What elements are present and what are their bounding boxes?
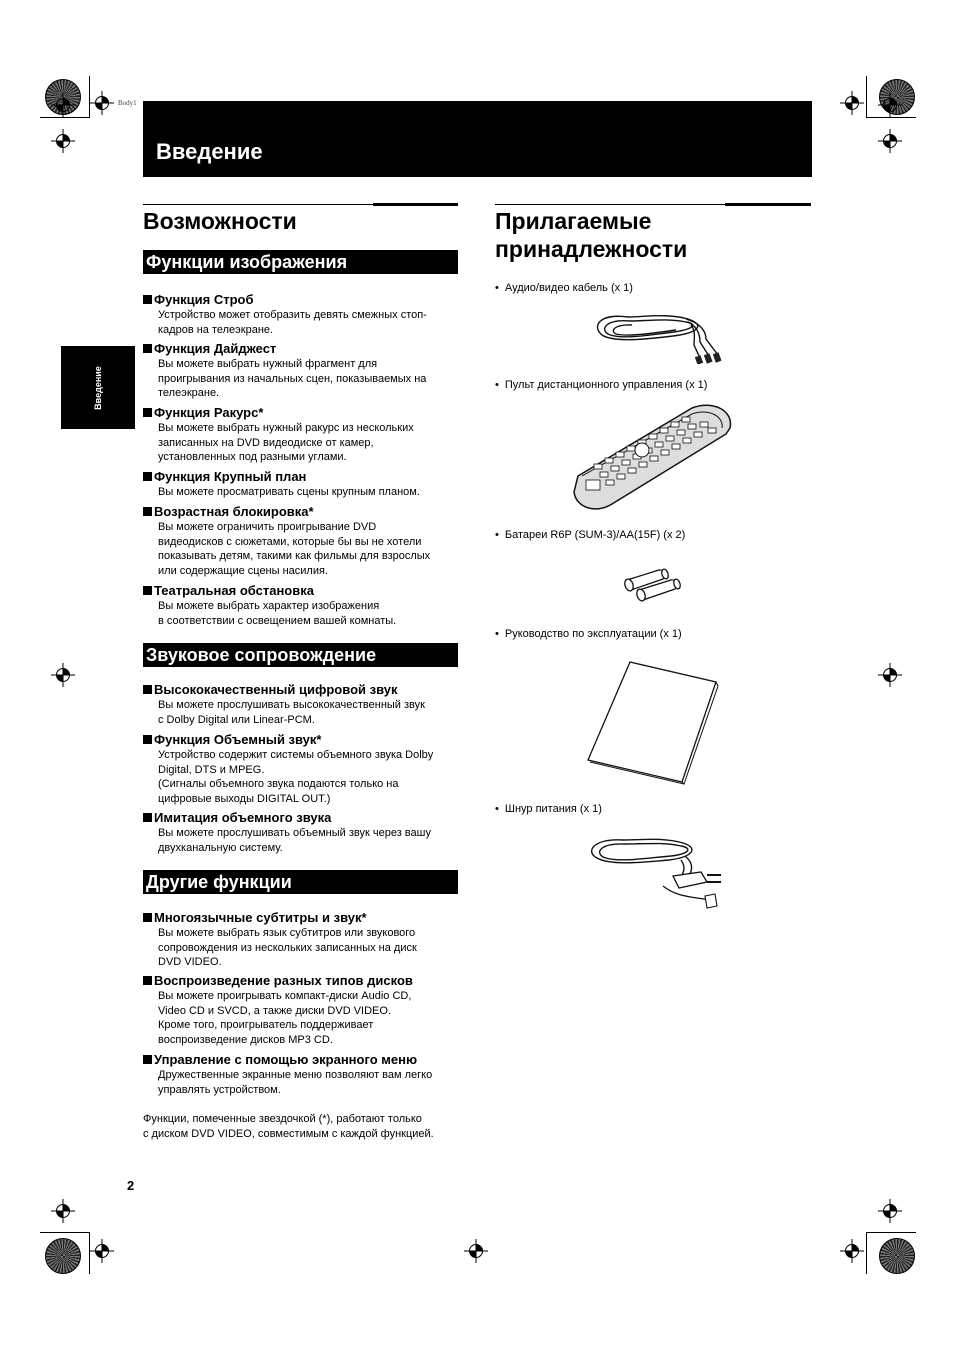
accessories-heading bbox=[495, 207, 687, 263]
feature-item bbox=[143, 468, 463, 500]
heading-rule bbox=[725, 203, 811, 206]
feature-description: Дружественные экранные меню позволяют вам легко управлять устройством. bbox=[158, 1069, 433, 1096]
feature-item bbox=[143, 404, 463, 465]
batteries-icon bbox=[619, 566, 689, 602]
section-title: Функции изображения bbox=[146, 252, 348, 272]
feature-item bbox=[143, 503, 463, 578]
registration-crosshair-icon bbox=[90, 91, 114, 115]
feature-title: Управление с помощью экранного меню bbox=[143, 1051, 463, 1068]
av-cable-icon bbox=[588, 309, 733, 364]
remote-control-icon bbox=[572, 404, 737, 514]
crop-mark bbox=[866, 1232, 867, 1274]
feature-item bbox=[143, 1051, 463, 1097]
feature-title: Возрастная блокировка* bbox=[143, 503, 463, 520]
feature-title: Воспроизведение разных типов дисков bbox=[143, 972, 463, 989]
feature-description: Вы можете просматривать сцены крупным планом. bbox=[158, 486, 420, 498]
footnote: Функции, помеченные звездочкой (*), работают только с диском DVD VIDEO, совместимым с каждой функцией. bbox=[143, 1113, 434, 1140]
feature-description: Устройство содержит системы объемного звука Dolby Digital, DTS и MPEG. (Сигналы объемного звука подаются только на цифровые выходы DIGITAL OUT.) bbox=[158, 749, 434, 805]
side-tab bbox=[61, 346, 135, 429]
feature-description: Вы можете выбрать характер изображения в соответствии с освещением вашей комнаты. bbox=[158, 600, 397, 627]
crop-mark bbox=[89, 76, 90, 118]
feature-title: Функция Ракурс* bbox=[143, 404, 463, 421]
feature-description: Вы можете ограничить проигрывание DVD видеодисков с сюжетами, которые бы вы не хотели показывать детям, такими как фильмы для взрослых или содержащие сцены насилия. bbox=[158, 521, 431, 577]
feature-item bbox=[143, 582, 463, 628]
page-number: 2 bbox=[127, 1178, 135, 1193]
manual-icon bbox=[586, 660, 721, 785]
registration-crosshair-icon bbox=[840, 91, 864, 115]
feature-item bbox=[143, 972, 463, 1047]
heading-rule bbox=[143, 204, 373, 205]
crop-mark bbox=[89, 1232, 90, 1274]
crop-mark bbox=[866, 117, 916, 118]
crop-mark bbox=[40, 117, 90, 118]
page-title: Введение bbox=[156, 139, 263, 164]
side-tab-label: Введение bbox=[93, 365, 103, 410]
feature-item bbox=[143, 291, 463, 337]
registration-crosshair-icon bbox=[51, 1199, 75, 1223]
heading-rule bbox=[373, 203, 458, 206]
registration-crosshair-icon bbox=[464, 1239, 488, 1263]
accessory-item: • Руководство по эксплуатации (x 1) bbox=[495, 627, 682, 641]
feature-description: Устройство может отобразить девять смежных стоп- кадров на телеэкране. bbox=[158, 309, 427, 336]
registration-crosshair-icon bbox=[90, 1239, 114, 1263]
section-title: Другие функции bbox=[146, 872, 292, 892]
feature-item bbox=[143, 681, 463, 727]
feature-description: Вы можете выбрать нужный ракурс из нескольких записанных на DVD видеодиске от камер, установленных под разными углами. bbox=[158, 422, 414, 464]
registration-spiral-bottom-left bbox=[45, 1238, 81, 1274]
registration-crosshair-icon bbox=[878, 663, 902, 687]
feature-title: Высококачественный цифровой звук bbox=[143, 681, 463, 698]
feature-title: Функция Строб bbox=[143, 291, 463, 308]
slug-text: Body1 bbox=[118, 99, 137, 107]
registration-crosshair-icon bbox=[878, 129, 902, 153]
section-band bbox=[143, 643, 458, 667]
heading-rule bbox=[495, 204, 725, 205]
feature-item bbox=[143, 809, 463, 855]
power-cord-icon bbox=[583, 834, 728, 914]
accessory-item: • Батареи R6P (SUM-3)/AA(15F) (x 2) bbox=[495, 528, 685, 542]
crop-mark bbox=[866, 1232, 916, 1233]
registration-crosshair-icon bbox=[840, 1239, 864, 1263]
feature-description: Вы можете выбрать язык субтитров или звукового сопровождения из нескольких записанных на диск DVD VIDEO. bbox=[158, 927, 417, 969]
crop-mark bbox=[40, 1232, 90, 1233]
feature-item bbox=[143, 340, 463, 401]
feature-description: Вы можете проигрывать компакт-диски Audio CD, Video CD и SVCD, а также диски DVD VIDEO. Кроме того, проигрыватель поддерживает воспроизведение дисков MP3 CD. bbox=[158, 990, 412, 1046]
section-title: Звуковое сопровождение bbox=[146, 645, 377, 665]
accessory-item: • Шнур питания (x 1) bbox=[495, 802, 602, 816]
feature-title: Имитация объемного звука bbox=[143, 809, 463, 826]
registration-crosshair-icon bbox=[51, 93, 75, 117]
feature-description: Вы можете выбрать нужный фрагмент для проигрывания из начальных сцен, показываемых на телеэкране. bbox=[158, 358, 427, 400]
accessory-item: • Пульт дистанционного управления (x 1) bbox=[495, 378, 707, 392]
feature-title: Функция Объемный звук* bbox=[143, 731, 463, 748]
feature-title: Многоязычные субтитры и звук* bbox=[143, 909, 463, 926]
accessories-heading-line: принадлежности bbox=[495, 236, 688, 262]
feature-title: Функция Крупный план bbox=[143, 468, 463, 485]
feature-title: Функция Дайджест bbox=[143, 340, 463, 357]
crop-mark bbox=[866, 76, 867, 118]
accessories-heading-line: Прилагаемые bbox=[495, 208, 652, 234]
registration-spiral-bottom-right bbox=[879, 1238, 915, 1274]
registration-crosshair-icon bbox=[51, 663, 75, 687]
feature-description: Вы можете прослушивать объемный звук через вашу двухканальную систему. bbox=[158, 827, 431, 854]
registration-crosshair-icon bbox=[51, 129, 75, 153]
feature-title: Театральная обстановка bbox=[143, 582, 463, 599]
registration-crosshair-icon bbox=[878, 1199, 902, 1223]
feature-item bbox=[143, 909, 463, 970]
feature-item bbox=[143, 731, 463, 806]
section-band bbox=[143, 870, 458, 894]
features-heading: Возможности bbox=[143, 208, 297, 234]
feature-description: Вы можете прослушивать высококачественный звук с Dolby Digital или Linear-PCM. bbox=[158, 699, 425, 726]
section-band bbox=[143, 250, 458, 274]
registration-crosshair-icon bbox=[878, 93, 902, 117]
accessory-item: • Аудио/видео кабель (x 1) bbox=[495, 281, 633, 295]
